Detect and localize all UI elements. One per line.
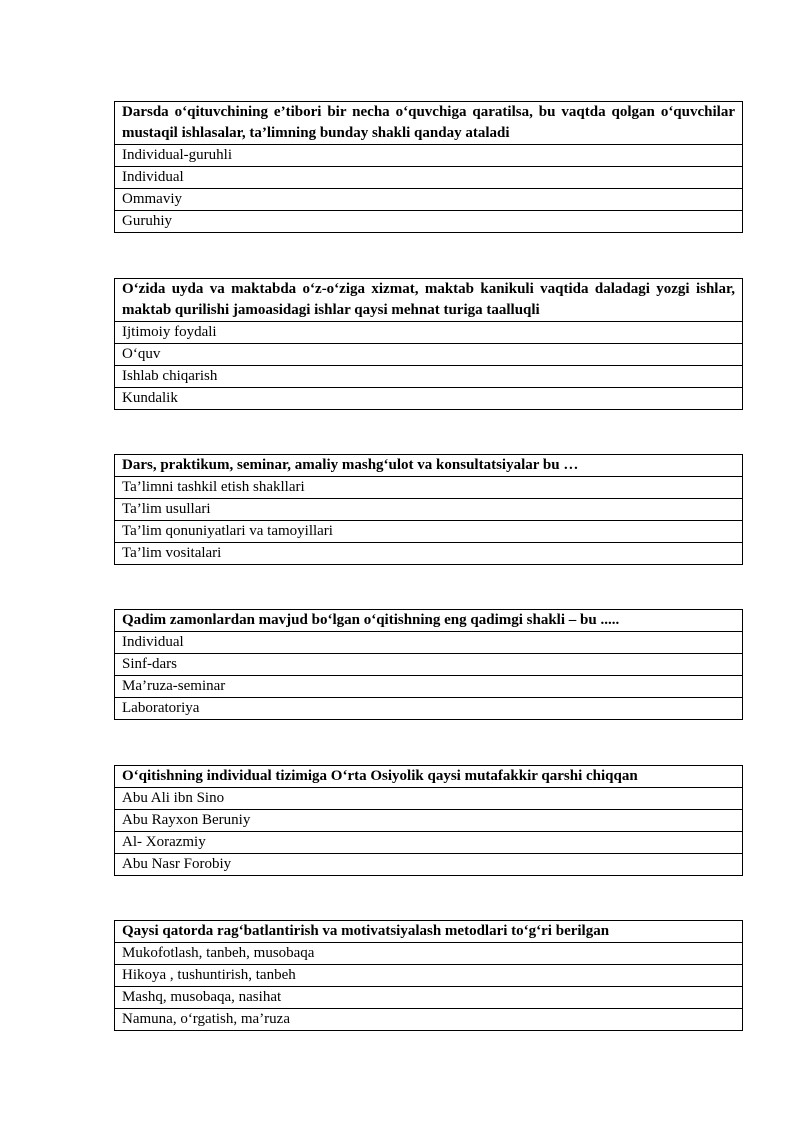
answer-option[interactable]: Ta’lim vositalari [122,545,222,561]
answer-option[interactable]: Abu Ali ibn Sino [115,788,742,810]
question-text: O‘zida uyda va maktabda o‘z-o‘ziga xizmat, maktab kanikuli vaqtida daladagi yozgi ishlar, maktab qurilishi jamoasidagi ishlar qaysi mehnat turiga taalluqli [115,279,742,322]
answer-option[interactable]: Guruhiy [122,213,172,229]
answer-option[interactable]: Ta’lim qonuniyatlari va tamoyillari [115,521,742,543]
answer-option[interactable]: Laboratoriya [122,700,200,716]
answer-option[interactable]: Hikoya , tushuntirish, tanbeh [115,965,742,987]
answer-option[interactable]: Ishlab chiqarish [115,366,742,388]
answer-option[interactable]: Namuna, o‘rgatish, ma’ruza [122,1011,290,1027]
answer-option[interactable]: Individual [115,632,742,654]
answer-option[interactable]: O‘quv [115,344,742,366]
answer-option[interactable]: Ommaviy [115,189,742,211]
question-table-1 [114,101,743,233]
answer-option[interactable]: Sinf-dars [115,654,742,676]
question-text: Darsda o‘qituvchining e’tibori bir necha o‘quvchiga qaratilsa, bu vaqtda qolgan o‘quvchilar mustaqil ishlasalar, ta’limning bunday shakli qanday ataladi [115,102,742,145]
answer-option[interactable]: Ma’ruza-seminar [115,676,742,698]
question-table-6 [114,920,743,1031]
question-table-4 [114,609,743,720]
question-table-5 [114,765,743,876]
answer-option[interactable]: Abu Nasr Forobiy [122,856,232,872]
answer-option[interactable]: Individual [115,167,742,189]
answer-option[interactable]: Kundalik [122,390,178,406]
answer-option[interactable]: Abu Rayxon Beruniy [115,810,742,832]
answer-option[interactable]: Al- Xorazmiy [115,832,742,854]
answer-option[interactable]: Ta’limni tashkil etish shakllari [115,477,742,499]
answer-option[interactable]: Ijtimoiy foydali [115,322,742,344]
question-text: O‘qitishning individual tizimiga O‘rta Osiyolik qaysi mutafakkir qarshi chiqqan [115,766,742,788]
answer-option[interactable]: Mashq, musobaqa, nasihat [115,987,742,1009]
answer-option[interactable]: Individual-guruhli [115,145,742,167]
question-text: Dars, praktikum, seminar, amaliy mashg‘ulot va konsultatsiyalar bu … [115,455,742,477]
question-text: Qaysi qatorda rag‘batlantirish va motivatsiyalash metodlari to‘g‘ri berilgan [115,921,742,943]
question-table-3 [114,454,743,565]
answer-option[interactable]: Ta’lim usullari [115,499,742,521]
question-table-2 [114,278,743,410]
question-text: Qadim zamonlardan mavjud bo‘lgan o‘qitishning eng qadimgi shakli – bu ..... [115,610,742,632]
answer-option[interactable]: Mukofotlash, tanbeh, musobaqa [115,943,742,965]
